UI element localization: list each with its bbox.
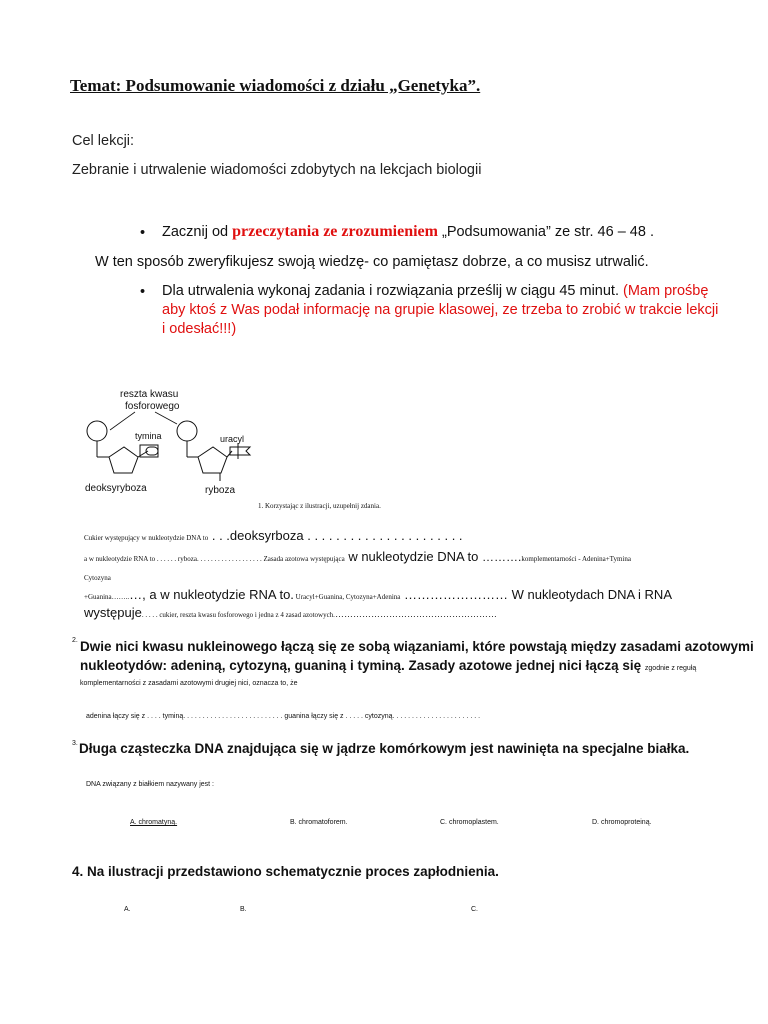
task2-line2-wrap bbox=[80, 657, 696, 675]
task2-line4-small: adenina łączy się z . . . . tyminą. . . . . . . . . . . . . . . . . . . . . . . . . . guanina łączy się z . . . . . cytozyną. . . . . . . . . . . . . . . . . . . . . . . bbox=[86, 713, 481, 720]
label-uracil: uracyl bbox=[220, 434, 245, 444]
label-phosphate-1: reszta kwasu bbox=[120, 389, 179, 400]
task4-label-a: A. bbox=[124, 906, 131, 913]
task3-question: DNA związany z białkiem nazywany jest : bbox=[86, 781, 214, 788]
task3-option-c[interactable]: C. chromoplastem. bbox=[440, 819, 499, 826]
ribose-ring bbox=[198, 447, 227, 473]
task1-l2-small: a w nukleotydzie RNA to . . . . . . ryboza. . . . . . . . . . . . . . . . . . . Zasada azotowa występująca bbox=[84, 555, 345, 563]
bullet2-text: Dla utrwalenia wykonaj zadania i rozwiązania prześlij w ciągu 45 minut. bbox=[162, 283, 623, 299]
bullet1-marker: • bbox=[140, 225, 146, 241]
task1-l5-small: . . . . . cukier, reszta kwasu fosforowego i jedna z 4 zasad azotowych. bbox=[141, 611, 335, 619]
bullet1-suffix: „Podsumowania” ze str. 46 – 48 . bbox=[437, 224, 654, 240]
task1-l4-small2: Uracyl+Guanina, Cytozyna+Adenina bbox=[293, 593, 401, 601]
task1-line2 bbox=[84, 548, 631, 566]
label-ribose: ryboza bbox=[205, 485, 236, 496]
phosphate-circle-dna bbox=[87, 421, 107, 441]
label-phosphate-2: fosforowego bbox=[125, 401, 180, 412]
label-thymine: tymina bbox=[135, 431, 162, 441]
bullet2-red3: i odesłać!!!) bbox=[162, 321, 237, 337]
goal-text: Zebranie i utrwalenie wiadomości zdobytych na lekcjach biologii bbox=[72, 162, 482, 178]
bullet1-prefix: Zacznij od bbox=[162, 224, 233, 240]
task1-l2-dots: ………. bbox=[482, 550, 522, 564]
task2-line3-small: komplementarności z zasadami azotowymi drugiej nici, oznacza to, że bbox=[80, 680, 298, 687]
bullet1-line bbox=[162, 223, 654, 241]
task3-text: Długa cząsteczka DNA znajdująca się w jądrze komórkowym jest nawinięta na specjalne białka. bbox=[79, 741, 690, 756]
bullet2-red2: aby ktoś z Was podał informację na grupie klasowej, ze trzeba to zrobić w trakcie lekcji bbox=[162, 302, 719, 318]
goal-label: Cel lekcji: bbox=[72, 133, 135, 149]
task1-line1 bbox=[84, 527, 463, 545]
task1-l3-small: Cytozyna bbox=[84, 574, 111, 582]
deoxyribose-ring bbox=[109, 447, 138, 473]
label-deoxyribose: deoksyryboza bbox=[85, 483, 147, 494]
uracil-base bbox=[230, 447, 250, 455]
task3-option-a[interactable]: A. chromatyną. bbox=[130, 819, 178, 826]
task3-option-d[interactable]: D. chromoproteiną. bbox=[592, 819, 652, 826]
bullet2-line1 bbox=[162, 283, 708, 299]
task1-instruction: 1. Korzystając z ilustracji, uzupełnij zdania. bbox=[258, 502, 381, 510]
bullet1-highlight: przeczytania ze zrozumieniem bbox=[232, 223, 438, 240]
task1-l2-big: w nukleotydzie DNA to bbox=[344, 549, 482, 564]
task1-l4-big2: …………………… W nukleotydach DNA i RNA bbox=[400, 587, 672, 602]
verify-text: W ten sposób zweryfikujesz swoją wiedzę- co pamiętasz dobrze, a co musisz utrwalić. bbox=[95, 254, 649, 270]
task1-l5-dots: ……………………………………………… bbox=[334, 609, 497, 619]
phosphate-circle-rna bbox=[177, 421, 197, 441]
task1-l4-big: …, a w nukleotydzie RNA to. bbox=[129, 587, 294, 602]
task1-l2-small2: komplementarności - Adenina+Tymina bbox=[521, 555, 631, 563]
task2-number: 2. bbox=[72, 637, 78, 644]
task1-l1-small: Cukier występujący w nukleotydzie DNA to bbox=[84, 534, 209, 542]
task3-option-b[interactable]: B. chromatoforem. bbox=[290, 819, 348, 826]
task4-label-b: B. bbox=[240, 906, 247, 913]
page-title: Temat: Podsumowanie wiadomości z działu „Genetyka”. bbox=[70, 76, 481, 95]
task1-l5-big: występuje bbox=[84, 605, 142, 620]
task1-l4-small: +Guanina…….. bbox=[84, 593, 130, 601]
nucleotide-diagram bbox=[80, 385, 280, 500]
task1-line4 bbox=[84, 586, 672, 604]
task2-line2: nukleotydów: adeniną, cytozyną, guaniną i tyminą. Zasady azotowe jednej nici łączą się bbox=[80, 658, 645, 673]
task1-l1-big: . . .deoksyrboza . . . . . . . . . . . . . . . . . . . . . . bbox=[208, 528, 463, 543]
task1-line5 bbox=[84, 604, 497, 622]
task4-text: 4. Na ilustracji przedstawiono schematycznie proces zapłodnienia. bbox=[72, 864, 499, 879]
task2-line1: Dwie nici kwasu nukleinowego łączą się ze sobą wiązaniami, które powstają między zasadami azotowymi bbox=[80, 639, 754, 654]
task3-number: 3. bbox=[72, 740, 78, 747]
bullet2-marker: • bbox=[140, 284, 146, 300]
bullet2-red1: (Mam prośbę bbox=[623, 283, 709, 299]
task2-line2-small: zgodnie z regułą bbox=[644, 665, 697, 672]
task4-label-c: C. bbox=[471, 906, 478, 913]
